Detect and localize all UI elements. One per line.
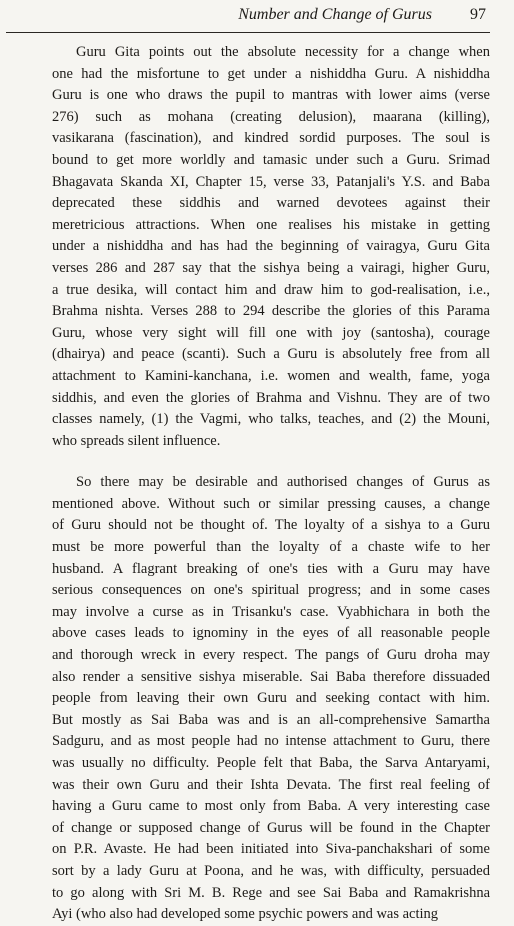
text-line: serious consequences on one's spiritual progress; and in some cases [52,582,490,599]
text-line: of Guru should not be thought of. The loyalty of a sishya to a Guru [52,517,490,534]
text-line: may involve a curse as in Trisanku's case. Vyabhichara in both the [52,603,490,620]
text-line: was usually no difficulty. People felt that Baba, the Sarva Antaryami, [52,755,490,771]
paragraph [52,42,490,452]
text-line: above cases leads to ignominy in the eyes of all reasonable people [52,625,490,642]
text-line: under a nishiddha and has had the beginning of vairagya, Guru Gita [52,238,490,255]
text-line: (dhairya) and peace (scanti). Such a Guru is absolutely free from all [52,346,490,363]
text-line: of change or supposed change of Gurus will be found in the Chapter [52,819,490,836]
text-line: sort by a lady Guru at Poona, and he was, with difficulty, persuaded [52,862,490,879]
text-line: bound to get more worldly and tamasic under such a Guru. Srimad [52,151,490,168]
text-line: a true desika, will contact him and draw him to god-realisation, i.e., [52,281,490,298]
text-line: But mostly as Sai Baba was and is an all-comprehensive Samartha [52,711,490,728]
text-line: 276) such as mohana (creating delusion), maarana (killing), [52,108,490,125]
running-header [6,4,490,33]
text-line: to go along with Sri M. B. Rege and see Sai Baba and Ramakrishna [52,884,490,901]
text-line: deprecated these siddhis and warned devotees against their [52,195,490,212]
page-body [52,42,490,926]
text-line: siddhis, and even the glories of Brahma and Vishnu. They are of two [52,389,490,406]
text-line: Bhagavata Skanda XI, Chapter 15, verse 33, Patanjali's Y.S. and Baba [52,173,490,190]
text-line: Guru is one who draws the pupil to mantras with lower aims (verse [52,87,490,104]
text-line: Guru Gita points out the absolute necessity for a change when [76,44,490,60]
text-line: Ayi (who also had developed some psychic powers and was acting [52,906,439,923]
text-line: Brahma nishta. Verses 288 to 294 describe the glories of this Parama [52,303,490,320]
paragraph [52,472,490,925]
text-line: also render a sensitive sishya miserable. Sai Baba therefore dissuaded [52,668,490,685]
page-number: 97 [470,6,486,23]
text-line: mentioned above. Without such or similar pressing causes, a change [52,495,490,512]
text-line: who spreads silent influence. [52,432,221,449]
text-line: meretricious attractions. When one realises his mistake in getting [52,216,490,233]
text-line: having a Guru came to most only from Baba. A very interesting case [52,798,490,815]
text-line: So there may be desirable and authorised changes of Gurus as [76,474,490,491]
text-line: Guru, whose very sight will fill one with joy (santosha), courage [52,324,490,341]
text-line: Sadguru, and as most people had no intense attachment to Guru, there [52,733,490,750]
text-line: attachment to Kamini-kanchana, i.e. women and wealth, fame, yoga [52,367,490,384]
text-line: and thorough wreck in every respect. The pangs of Guru droha may [52,647,490,664]
text-line: verses 286 and 287 say that the sishya being a vairagi, higher Guru, [52,259,490,276]
running-title: Number and Change of Gurus [238,6,432,23]
text-line: classes namely, (1) the Vagmi, who talks, teaches, and (2) the Mouni, [52,411,490,428]
text-line: on P.R. Avaste. He had been initiated into Siva-panchakshari of some [52,841,490,858]
text-line: people from leaving their own Guru and seeking contact with him. [52,690,490,707]
text-line: must be more powerful than the loyalty of a chaste wife to her [52,539,490,556]
text-line: vasikarana (fascination), and kindred sordid purposes. The soul is [52,130,490,147]
text-line: was their own Guru and their Ishta Devata. The first real feeling of [52,776,490,793]
text-line: one had the misfortune to get under a nishiddha Guru. A nishiddha [52,65,490,82]
text-line: husband. A flagrant breaking of one's ties with a Guru may have [52,560,490,577]
